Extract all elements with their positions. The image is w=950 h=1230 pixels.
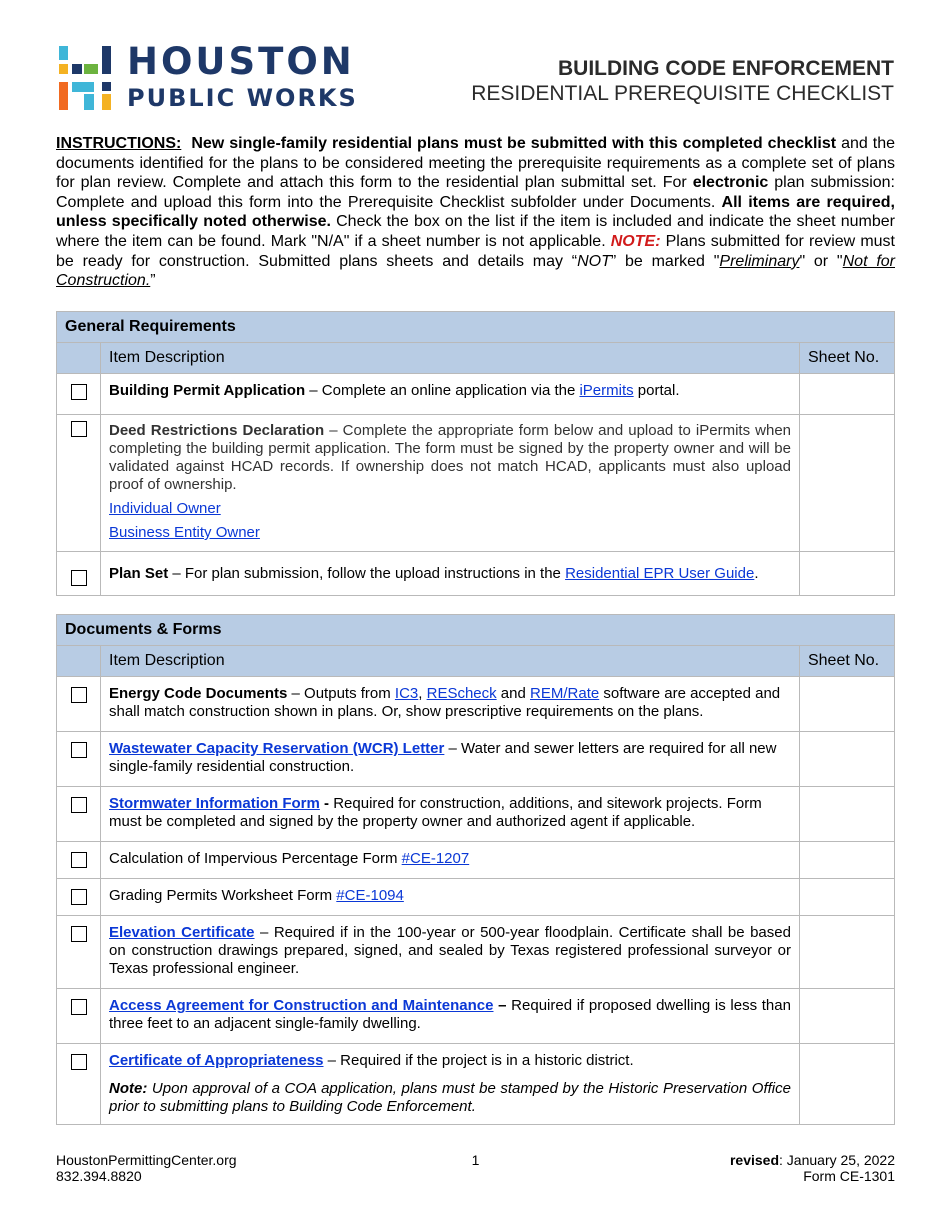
ipermits-link[interactable]: iPermits	[579, 382, 634, 399]
instructions-not-word: NOT	[577, 252, 611, 270]
column-header-row	[57, 646, 895, 677]
coa-note-label: Note:	[109, 1080, 148, 1097]
row-text: software are accepted and shall match construction shown in plans. Or, show prescriptive requirements on the plans.	[109, 685, 781, 720]
row-text: – For plan submission, follow the upload instructions in the	[168, 565, 566, 582]
sheet-no-input[interactable]	[799, 677, 894, 732]
documents-forms-table	[56, 614, 895, 1125]
table-row	[57, 552, 895, 596]
row-stormwater	[101, 787, 800, 842]
sheet-no-input[interactable]	[799, 787, 894, 842]
footer-website: HoustonPermittingCenter.org	[56, 1152, 237, 1168]
rescheck-link[interactable]: REScheck	[426, 685, 497, 702]
instructions-text-1: and the documents identified for the plans to be considered meeting the prerequisite requirements as a complete set of plans for plan review. Complete and attach this form to the residential plan submittal set. For	[56, 135, 896, 192]
instructions-text-4: Plans submitted for review must be ready for construction. Submitted plans sheets and details may “	[56, 232, 895, 270]
stormwater-form-link[interactable]: Stormwater Information Form	[109, 795, 320, 812]
row-impervious	[101, 842, 800, 879]
row-text: – Required if in the 100-year or 500-year floodplain. Certificate shall be based on construction drawings prepared, signed, and sealed by Texas registered professional surveyor or Texas professional engineer.	[109, 924, 791, 977]
instructions-preliminary: Preliminary	[719, 252, 800, 270]
footer-revision	[730, 1152, 895, 1184]
row-building-permit	[101, 374, 800, 415]
elevation-certificate-link[interactable]: Elevation Certificate	[109, 924, 255, 941]
form-number: Form CE-1301	[803, 1168, 895, 1184]
page-subtitle: RESIDENTIAL PREREQUISITE CHECKLIST	[471, 82, 894, 105]
ic3-link[interactable]: IC3	[394, 685, 419, 702]
sheet-no-input[interactable]	[799, 989, 894, 1044]
table-row	[57, 374, 895, 415]
ce-1207-link[interactable]: #CE-1207	[401, 850, 470, 867]
revised-date: : January 25, 2022	[779, 1152, 895, 1168]
row-title: Building Permit Application	[109, 382, 306, 399]
sheet-no-input[interactable]	[799, 879, 894, 916]
checkbox-column-header	[57, 343, 101, 374]
row-text: – Complete an online application via the	[305, 382, 580, 399]
checkbox-wcr-letter[interactable]	[71, 742, 87, 758]
checkbox-access-agreement[interactable]	[71, 999, 87, 1015]
checkbox-building-permit[interactable]	[71, 384, 87, 400]
column-sheet-no: Sheet No.	[800, 343, 895, 374]
header-title-block	[471, 56, 894, 106]
row-text: Calculation of Impervious Percentage Form	[109, 850, 402, 867]
business-entity-owner-link[interactable]: Business Entity Owner	[109, 524, 260, 541]
instructions-bold-all: All items are required, unless specifically noted otherwise.	[56, 193, 896, 231]
instructions-text-6: " or "	[799, 252, 843, 270]
checkbox-plan-set[interactable]	[71, 570, 87, 586]
logo-houston-text: HOUSTON	[127, 40, 355, 83]
instructions-label: INSTRUCTIONS:	[56, 135, 182, 152]
sheet-no-input[interactable]	[800, 552, 895, 596]
instructions-text-7: ”	[150, 272, 156, 290]
row-text: – Outputs from	[287, 685, 395, 702]
residential-epr-guide-link[interactable]: Residential EPR User Guide	[565, 565, 755, 582]
section-title-documents: Documents & Forms	[57, 615, 895, 646]
instructions-paragraph	[56, 134, 895, 291]
row-text: – Water and sewer letters are required for all new single-family residential construction.	[109, 740, 777, 775]
general-requirements-table	[56, 311, 895, 596]
page-title: BUILDING CODE ENFORCEMENT	[558, 57, 894, 80]
row-text: – Required if the project is in a historic district.	[323, 1052, 634, 1069]
table-row	[57, 916, 895, 989]
row-energy-code	[101, 677, 800, 732]
ce-1094-link[interactable]: #CE-1094	[336, 887, 404, 904]
coa-link[interactable]: Certificate of Appropriateness	[109, 1052, 324, 1069]
table-row	[57, 415, 895, 552]
checkbox-grading[interactable]	[71, 889, 87, 905]
row-title: Energy Code Documents	[109, 685, 288, 702]
row-text: Required for construction, additions, and sitework projects. Form must be completed and signed by the property owner and authorized agent if applicable.	[109, 795, 762, 830]
row-title: Deed Restrictions Declaration	[109, 422, 325, 439]
wcr-letter-link[interactable]: Wastewater Capacity Reservation (WCR) Letter	[109, 740, 445, 757]
instructions-note-label: NOTE:	[610, 232, 661, 250]
row-text: Grading Permits Worksheet Form	[109, 887, 337, 904]
row-separator: –	[493, 997, 512, 1014]
footer-phone: 832.394.8820	[56, 1168, 142, 1184]
sheet-no-input[interactable]	[799, 916, 894, 989]
access-agreement-link[interactable]: Access Agreement for Construction and Maintenance	[109, 997, 494, 1014]
rem-rate-link[interactable]: REM/Rate	[530, 685, 600, 702]
checkbox-deed-restrictions[interactable]	[71, 421, 87, 437]
checkbox-elevation[interactable]	[71, 926, 87, 942]
table-row	[57, 677, 895, 732]
sheet-no-input[interactable]	[800, 374, 895, 415]
row-grading	[101, 879, 800, 916]
instructions-bold-intro: New single-family residential plans must be submitted with this completed checklist	[191, 135, 837, 152]
column-sheet-no: Sheet No.	[799, 646, 894, 677]
row-text-end: portal.	[633, 382, 680, 399]
column-item-description: Item Description	[101, 343, 800, 374]
instructions-text-2: plan submission: Complete and upload this form into the Prerequisite Checklist subfolder under Documents.	[56, 174, 895, 211]
instructions-text-5: ” be marked "	[610, 252, 720, 270]
table-row	[57, 732, 895, 787]
checkbox-impervious[interactable]	[71, 852, 87, 868]
row-title: Plan Set	[109, 565, 169, 582]
row-text: – Complete the appropriate form below and upload to iPermits when completing the building permit application. The form must be signed by the property owner and will be validated against HCAD records. If ownership does not match HCAD, applicants must also upload proof of ownership.	[109, 422, 792, 493]
table-row	[57, 989, 895, 1044]
checkbox-column-header	[57, 646, 101, 677]
page-number: 1	[471, 1152, 480, 1168]
sheet-no-input[interactable]	[800, 415, 895, 552]
houston-public-works-logo	[57, 40, 377, 114]
row-text: Required if proposed dwelling is less than three feet to an adjacent single-family dwelling.	[109, 997, 791, 1032]
revised-label: revised	[729, 1152, 780, 1168]
instructions-not-for-construction: Not for Construction.	[56, 252, 895, 290]
column-header-row	[57, 343, 895, 374]
row-text: ,	[418, 685, 427, 702]
row-wcr-letter	[101, 732, 800, 787]
table-row	[57, 842, 895, 879]
row-plan-set	[101, 552, 800, 596]
logo-public-works-text: PUBLIC WORKS	[127, 84, 358, 112]
sheet-no-input[interactable]	[799, 732, 894, 787]
row-text: and	[496, 685, 531, 702]
section-header-documents	[57, 615, 895, 646]
coa-note-text: Upon approval of a COA application, plans must be stamped by the Historic Preservation Office prior to submitting plans to Building Code Enforcement.	[109, 1080, 791, 1115]
section-title-general: General Requirements	[57, 312, 895, 343]
sheet-no-input[interactable]	[799, 1044, 894, 1125]
checkbox-energy-code[interactable]	[71, 687, 87, 703]
table-row	[57, 1044, 895, 1125]
logo-mark-icon	[57, 44, 119, 112]
section-header-general	[57, 312, 895, 343]
table-row	[57, 879, 895, 916]
sheet-no-input[interactable]	[799, 842, 894, 879]
checkbox-coa[interactable]	[71, 1054, 87, 1070]
row-access-agreement	[101, 989, 800, 1044]
individual-owner-link[interactable]: Individual Owner	[109, 500, 221, 517]
row-elevation	[101, 916, 800, 989]
row-coa	[101, 1044, 800, 1125]
column-item-description: Item Description	[101, 646, 800, 677]
table-row	[57, 787, 895, 842]
instructions-text-3: Check the box on the list if the item is included and indicate the sheet number where the item can be found. Mark "N/A" if a sheet number is not applicable.	[56, 213, 895, 250]
checkbox-stormwater[interactable]	[71, 797, 87, 813]
row-deed-restrictions	[101, 415, 800, 552]
row-separator: -	[319, 795, 334, 812]
instructions-bold-electronic: electronic	[692, 174, 769, 192]
row-text-end: .	[754, 565, 759, 582]
